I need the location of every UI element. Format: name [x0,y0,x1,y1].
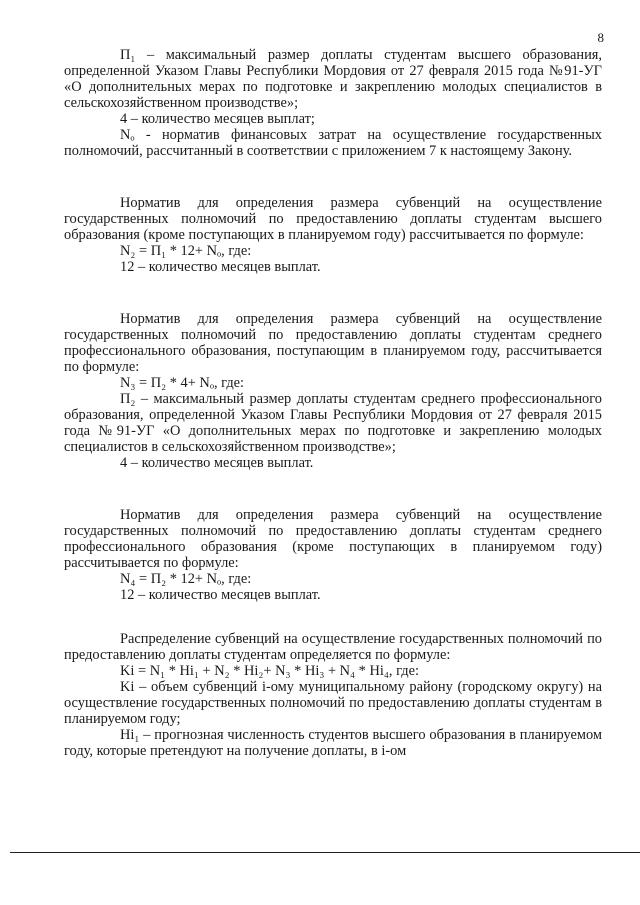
paragraph-ki-definition: Ki – объем субвенций i-ому муниципальному району (городскому округу) на осуществление государственных полномочий по предоставлению доплаты студентам в планируемом году; [64,679,602,727]
formula-ki: Ki = N₁ * Hi₁ + N₂ * Hi₂+ N₃ * Hi₃ + N₄ * Hi₄, где: [120,663,419,679]
paragraph-months-count: 4 – количество месяцев выплат; [120,111,315,127]
paragraph-n3-intro: Норматив для определения размера субвенций на осуществление государственных полномочий по предоставлению доплаты студентам среднего профессионального образования, поступающим в планируемом году, рассчитывается по формуле: [64,311,602,375]
paragraph-hi1-definition: Hi₁ – прогнозная численность студентов высшего образования в планируемом году, которые претендуют на получение доплаты, в i-ом [64,727,602,759]
document-body [64,47,602,759]
paragraph-months-count: 12 – количество месяцев выплат. [120,259,321,275]
formula-n3: N₃ = П₂ * 4+ Nₒ, где: [120,375,245,391]
paragraph-months-count: 4 – количество месяцев выплат. [120,455,314,471]
page-number: 8 [597,30,604,45]
formula-n2: N₂ = П₁ * 12+ Nₒ, где: [120,243,252,259]
paragraph-months-count: 12 – количество месяцев выплат. [120,587,321,603]
paragraph-distribution-intro: Распределение субвенций на осуществление государственных полномочий по предоставлению доплаты студентам определяется по формуле: [64,631,602,663]
footer-rule [10,852,640,853]
paragraph-n2-intro: Норматив для определения размера субвенций на осуществление государственных полномочий по предоставлению доплаты студентам высшего образования (кроме поступающих в планируемом году) рассчитывается по формуле: [64,195,602,243]
paragraph-p1-definition: П₁ – максимальный размер доплаты студентам высшего образования, определенной Указом Главы Республики Мордовия от 27 февраля 2015 года №91-УГ «О дополнительных мерах по подготовке и закреплению молодых специалистов в сельскохозяйственном производстве»; [64,47,602,111]
paragraph-p2-definition: П₂ – максимальный размер доплаты студентам среднего профессионального образования, определенной Указом Главы Республики Мордовия от 27 февраля 2015 года №91-УГ «О дополнительных мерах по подготовке и закреплению молодых специалистов в сельскохозяйственном производстве»; [64,391,602,455]
formula-n4: N₄ = П₂ * 12+ Nₒ, где: [120,571,252,587]
paragraph-n4-intro: Норматив для определения размера субвенций на осуществление государственных полномочий по предоставлению доплаты студентам среднего профессионального образования (кроме поступающих в планируемом году) рассчитывается по формуле: [64,507,602,571]
paragraph-n0-definition: Nₒ - норматив финансовых затрат на осуществление государственных полномочий, рассчитанный в соответствии с приложением 7 к настоящему Закону. [64,127,602,159]
